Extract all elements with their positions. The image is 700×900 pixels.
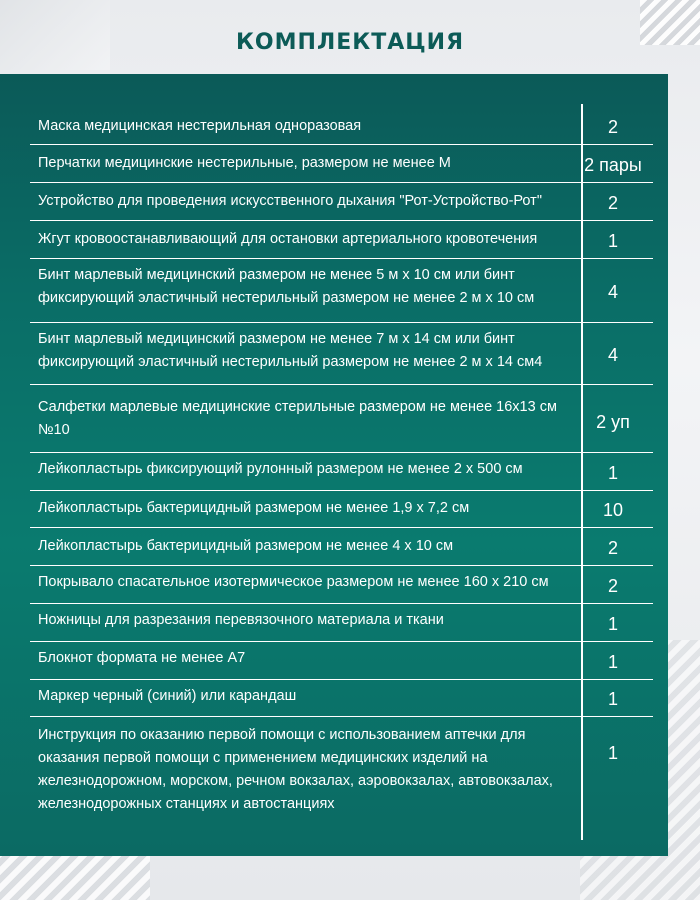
row-separator [30,452,653,453]
row-separator [30,182,653,183]
list-item [30,644,653,680]
row-separator [30,527,653,528]
item-quantity: 2 [607,575,618,596]
item-quantity: 1 [607,743,618,763]
list-item [30,719,653,839]
row-separator [30,258,653,259]
list-item [30,325,653,385]
row-separator [30,603,653,604]
item-name: Перчатки медицинские нестерильные, размером не менее М [38,155,451,171]
item-name: Ножницы для разрезания перевязочного материала и ткани [38,612,444,628]
item-quantity: 1 [607,462,618,483]
list-item [30,391,653,453]
item-quantity: 10 [602,500,624,520]
item-quantity: 2 пары [584,154,642,175]
item-name: Лейкопластырь фиксирующий рулонный размером не менее 2 х 500 см [38,461,523,477]
item-quantity: 2 [607,192,618,213]
list-item [30,261,653,323]
item-name: Жгут кровоостанавливающий для остановки артериального кровотечения [38,231,538,247]
item-name: Инструкция по оказанию первой помощи с использованием аптечки для оказания первой помощи с применением медицинских изделий на железнодорожном, морском, речном вокзалах, аэровокзалах, автовокзалах, железнодорожных станциях и автостанциях [38,727,553,812]
list-item [30,223,653,259]
row-separator [30,490,653,491]
list-item [30,682,653,717]
item-quantity: 1 [607,651,618,672]
list-item [30,493,653,528]
item-quantity: 1 [607,689,618,709]
item-name: Бинт марлевый медицинский размером не менее 7 м х 14 см или бинт фиксирующий эластичный нестерильный размером не менее 2 м х 14 см4 [38,331,543,370]
row-separator [30,322,653,323]
stripes-bottom-left [0,850,150,900]
list-item [30,455,653,491]
row-separator [30,144,653,145]
list-item [30,530,653,566]
item-quantity: 1 [607,230,618,251]
row-separator [30,679,653,680]
item-name: Лейкопластырь бактерицидный размером не менее 1,9 х 7,2 см [38,500,470,516]
item-quantity: 2 уп [596,411,630,432]
item-name: Лейкопластырь бактерицидный размером не менее 4 х 10 см [38,538,454,554]
list-item [30,568,653,604]
item-name: Маска медицинская нестерильная одноразовая [38,118,362,134]
item-quantity: 2 [607,116,618,137]
item-quantity: 4 [607,344,618,365]
item-name: Бинт марлевый медицинский размером не менее 5 м х 10 см или бинт фиксирующий эластичный нестерильный размером не менее 2 м х 10 см [38,267,535,306]
row-separator [30,220,653,221]
list-item [30,109,653,145]
item-name: Салфетки марлевые медицинские стерильные размером не менее 16х13 см №10 [38,399,557,438]
row-separator [30,641,653,642]
page-title: КОМПЛЕКТАЦИЯ [235,30,465,55]
item-quantity: 2 [607,537,618,558]
list-item [30,147,653,183]
item-name: Маркер черный (синий) или карандаш [38,688,297,704]
row-separator [30,384,653,385]
list-item [30,606,653,642]
item-quantity: 4 [607,281,618,302]
item-quantity: 1 [607,613,618,634]
list-item [30,185,653,221]
row-separator [30,565,653,566]
item-name: Блокнот формата не менее А7 [38,650,246,666]
item-name: Устройство для проведения искусственного дыхания "Рот-Устройство-Рот" [38,193,542,209]
row-separator [30,716,653,717]
item-name: Покрывало спасательное изотермическое размером не менее 160 х 210 см [38,574,549,590]
